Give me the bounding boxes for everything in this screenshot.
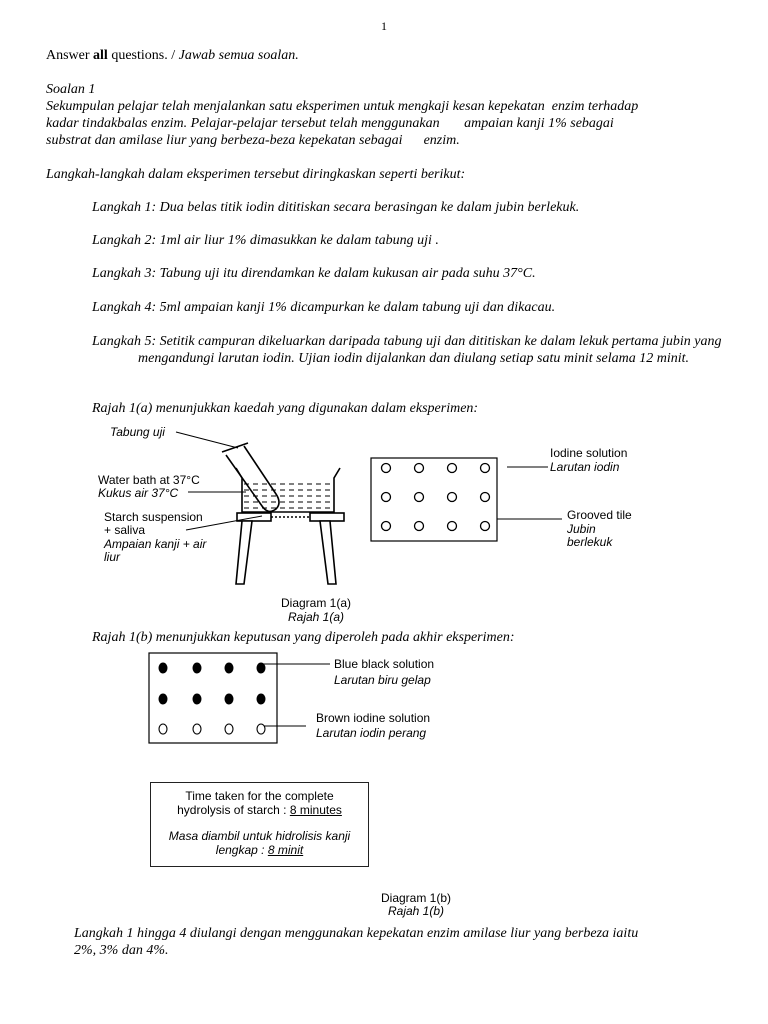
step-5: Langkah 5: Setitik campuran dikeluarkan daripada tabung uji dan dititiskan ke dalam lekuk pertama jubin yang mengandungi larutan iodin. Ujian iodin dijalankan dan diulang setiap satu minit selama 12 minit. — [92, 334, 722, 366]
caption-1a-en: Diagram 1(a) — [280, 596, 352, 610]
tile-wells-a — [382, 464, 490, 531]
box-ms-line2 — [151, 843, 368, 857]
label-blue-black-en: Blue black solution — [334, 657, 435, 671]
question-block — [46, 81, 726, 149]
question-intro-line1: Sekumpulan pelajar telah menjalankan satu eksperimen untuk mengkaji kesan kepekatan enzim terhadap — [46, 99, 639, 114]
tripod-stand — [236, 513, 344, 584]
diagram-1a — [0, 420, 768, 630]
label-iodine-ms: Larutan iodin — [550, 460, 620, 474]
box-en-value: 8 minutes — [289, 803, 342, 817]
label-starch-ms-2: liur — [104, 550, 121, 564]
question-title: Soalan 1 — [46, 82, 96, 97]
blue-black-wells — [159, 663, 266, 705]
result-box — [150, 782, 369, 867]
label-water-bath-en: Water bath at 37°C — [98, 473, 200, 487]
box-en-line2 — [151, 803, 368, 817]
closing-line2: 2%, 3% dan 4%. — [74, 943, 169, 958]
caption-1b — [356, 892, 476, 918]
step-4: Langkah 4: 5ml ampaian kanji 1% dicampurkan ke dalam tabung uji dan dikacau. — [92, 300, 556, 315]
label-test-tube: Tabung uji — [110, 425, 165, 439]
instruction — [46, 47, 726, 64]
box-en-label: hydrolysis of starch : — [177, 803, 290, 817]
question-intro-line3: substrat dan amilase liur yang berbeza-beza kepekatan sebagai enzim. — [46, 133, 460, 148]
leader-lines-1a — [176, 432, 562, 530]
diagram-1b-tile — [0, 648, 768, 748]
diagram-a-intro: Rajah 1(a) menunjukkan kaedah yang digunakan dalam eksperimen: — [92, 401, 479, 416]
closing — [74, 925, 744, 959]
caption-1a-ms: Rajah 1(a) — [287, 610, 345, 624]
closing-line1: Langkah 1 hingga 4 diulangi dengan menggunakan kepekatan enzim amilase liur yang berbeza iaitu — [74, 926, 639, 941]
label-water-bath-ms: Kukus air 37°C — [98, 486, 179, 500]
diagram-b-intro: Rajah 1(b) menunjukkan keputusan yang diperoleh pada akhir eksperimen: — [92, 630, 515, 645]
box-ms-line1: Masa diambil untuk hidrolisis kanji — [168, 829, 351, 843]
box-ms-value: 8 minit — [267, 843, 304, 857]
label-starch-ms-1: Ampaian kanji + air — [104, 537, 207, 551]
step-1: Langkah 1: Dua belas titik iodin dititiskan secara berasingan ke dalam jubin berlekuk. — [92, 200, 580, 215]
instruction-italic: Jawab semua soalan. — [178, 48, 299, 63]
label-starch-en-2: + saliva — [104, 523, 146, 537]
label-tile-en: Grooved tile — [567, 508, 632, 522]
label-tile-ms-1: Jubin — [567, 522, 596, 536]
caption-1b-en: Diagram 1(b) — [380, 891, 452, 905]
label-brown-ms: Larutan iodin perang — [316, 726, 427, 740]
step-2: Langkah 2: 1ml air liur 1% dimasukkan ke dalam tabung uji . — [92, 233, 439, 248]
label-iodine-en: Iodine solution — [550, 446, 628, 460]
question-intro-line2: kadar tindakbalas enzim. Pelajar-pelajar tersebut telah menggunakan ampaian kanji 1% sebagai — [46, 116, 614, 131]
brown-iodine-wells — [159, 724, 265, 734]
test-tube — [222, 443, 279, 511]
box-ms-label: lengkap : — [215, 843, 268, 857]
label-tile-ms-2: berlekuk — [567, 535, 613, 549]
instruction-rest: questions. / — [107, 48, 179, 63]
label-blue-black-ms: Larutan biru gelap — [334, 673, 431, 687]
steps-intro: Langkah-langkah dalam eksperimen tersebut diringkaskan seperti berikut: — [46, 167, 466, 182]
instruction-prefix: Answer — [46, 48, 94, 63]
page-number: 1 — [381, 19, 387, 33]
instruction-bold: all — [93, 48, 108, 63]
step-3: Langkah 3: Tabung uji itu direndamkan ke dalam kukusan air pada suhu 37°C. — [92, 266, 536, 281]
box-en-line1: Time taken for the complete — [185, 789, 334, 803]
label-brown-en: Brown iodine solution — [316, 711, 431, 725]
caption-1b-ms: Rajah 1(b) — [387, 904, 445, 918]
label-starch-en-1: Starch suspension — [104, 510, 203, 524]
